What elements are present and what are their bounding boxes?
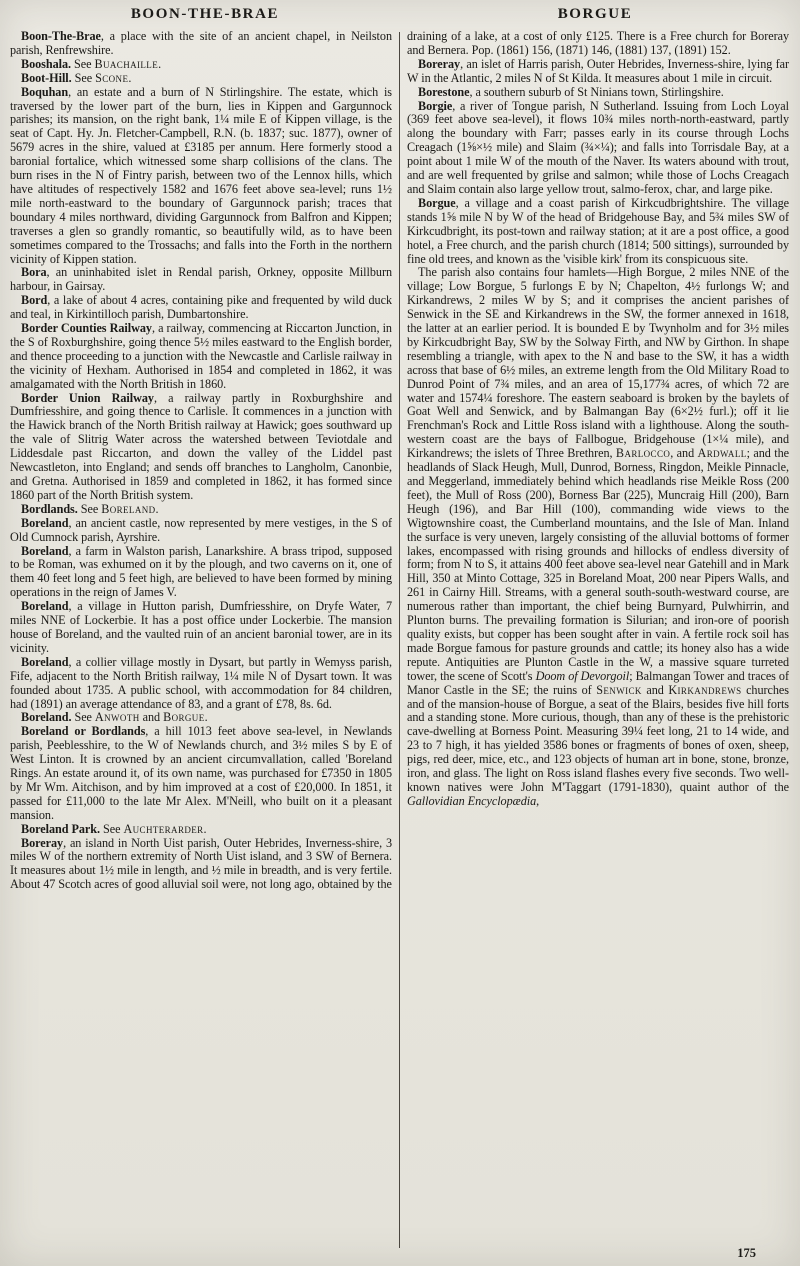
entry-paragraph: Bora, an uninhabited islet in Rendal parish, Orkney, opposite Millburn harbour, in Gairsay. [10, 265, 392, 294]
entry-paragraph: Boreray, an islet of Harris parish, Outer Hebrides, Inverness-shire, lying far W in the Atlantic, 2 miles N of St Kilda. It measures about 1 mile in circuit. [407, 56, 789, 85]
entry-paragraph: draining of a lake, at a cost of only £125. There is a Free church for Boreray and Bernera. Pop. (1861) 156, (1871) 146, (1881) 137, (1891) 152. [407, 30, 789, 57]
column-divider-rule [399, 32, 400, 1248]
entry-paragraph: The parish also contains four hamlets—High Borgue, 2 miles NNE of the village; Low Borgue, 5 furlongs E by N; Chapelton, 4½ furlongs W; and Kirkandrews, 2 miles W by S; and it comprises the ancient parishes of Senwick in the SE and Kirkandrews in the SW, the former annexed in 1618, the latter at an earlier period. It is bounded E by Twynholm and for 3½ miles by Kirkcudbright Bay, SW by the Solway Firth, and NW by Girthon. In shape resembling a triangle, with apex to the N and base to the SW, it has a width across that base of 6½ miles, an extreme length from the Old Military Road to Dunrod Point of 7¾ miles, and an area of 15,177¾ acres, of which 72 are water and 1574¼ foreshore. The eastern seaboard is broken by the baylets of Goat Well and Senwick, and by Balmangan Bay (6×2½ furl.); off it lie Frenchman's Rock and Little Ross island with a lighthouse. Along the south-western coast are the bays of Fallbogue, Bridgehouse (1×¼ mile), and Kirkandrews; the islets of Three Brethren, Barlocco, and Ardwall; and the headlands of Slack Heugh, Mull, Dunrod, Borness, Ringdon, Meikle Pinnacle, and Meggerland, immediately behind which headlands rise Meikle Ross (200 feet), the Mull of Ross (200), Borness Bar (225), Muncraig Hill (200), Barn Heugh (196), and Bar Hill (100), commanding wide views to the Wigtownshire coast, the Cumberland mountains, and the Isle of Man. Inland the surface is very uneven, largely consisting of the alluvial bottoms of former lakes, encompassed with rising grounds and hillocks of endless diversity of form; from N to S, it attains 400 feet above sea-level near Gatehill and in Mark Hill, 350 at Minto Cottage, 325 in Boreland Moat, 200 near Pipers Walls, and 261 in Cairny Hill. Streams, with a general south-south-westward course, are numerous rather than important, the chief being Burnyard, Pulwhirrin, and Plunton burns. The prevailing formation is Silurian; and iron-ore of poorish quality exists, but copper has been sought after in vain. A fertile rock soil has made Borgue famous for pasture grounds and cattle; its honey also has a wide repute. Antiquities are Plunton Castle in the W, a massive square turreted tower, the scene of Scott's Doom of Devorgoil; Balmangan Tower and traces of Manor Castle in the SE; the ruins of Senwick and Kirkandrews churches and of the mansion-house of Borgue, a seat of the Blairs, besides five hill forts and a standing stone. More curious, though, than any of these is the prehistoric cave-dwelling at Borness Point. Measuring 39¼ feet long, 21 to 14 wide, and 23 to 7 high, it has yielded 3586 bones or fragments of bones of oxen, sheep, pigs, red deer, mice, etc., and 123 objects of human art in bone, stone, bronze, iron, and glass. The light on Ross island flashes every five seconds. Two well-known natives were John M'Taggart (1791-1830), quaint author of the Gallovidian Encyclopædia, [407, 265, 789, 808]
text-columns [10, 30, 790, 1248]
page-number: 175 [737, 1246, 756, 1260]
entry-paragraph: Boreland. See Anwoth and Borgue. [21, 710, 208, 725]
entry-paragraph: Borgue, a village and a coast parish of Kirkcudbrightshire. The village stands 1⅝ mile N by W of the head of Bridgehouse Bay, and 5¾ miles SW of Kirkcudbright, its post-town and railway station; at it are a post office, a good hotel, a Free church, and the parish church (1814; 500 sittings), surrounded by fine old trees, and known as the 'visible kirk' from its conspicuous site. [407, 195, 789, 266]
entry-paragraph: Border Union Railway, a railway partly in Roxburghshire and Dumfriesshire, and going thence to Carlisle. It commences in a junction with the Hawick branch of the North British railway at Hawick; goes southward up the vale of Slitrig Water across the watershed between Teviotdale and Liddesdale past Riccarton, and down the valley of the Liddel past Newcastleton, into England; and sends off branches to Langholm, Canonbie, and Gretna. Authorised in 1859 and completed in 1862, it has formed since 1860 part of the North British system. [10, 390, 392, 502]
entry-paragraph: Boreland, a farm in Walston parish, Lanarkshire. A brass tripod, supposed to be Roman, was exhumed on it by the plough, and two caverns on it, one of them 40 feet long and 5 feet high, are believed to have been formed by mining operations in the reign of James V. [10, 543, 392, 600]
running-head-right: BORGUE [557, 6, 633, 22]
entry-paragraph: Boreray, an island in North Uist parish, Outer Hebrides, Inverness-shire, 3 miles W of the northern extremity of North Uist island, and 3 SW of Bernera. It measures about 1½ mile in length, and ½ mile in breadth, and is very fertile. About 47 Scotch acres of good alluvial soil were, not long ago, obtained by the [10, 835, 392, 892]
entry-paragraph: Borgie, a river of Tongue parish, N Sutherland. Issuing from Loch Loyal (369 feet above sea-level), it flows 10¾ miles north-north-eastward, partly along the boundary with Farr; passes early in its course through Lochs Creagach (1⅝×½ mile) and Slaim (¾×¼); and falls into Torrisdale Bay, at a point about 1 mile W of the mouth of the Naver. Its waters abound with trout, and are well frequented by grilse and salmon; while those of Lochs Creagach and Slaim contain also large yellow trout, salmo-ferox, char, and large pike. [407, 98, 789, 196]
running-head-left: BOON-THE-BRAE [130, 6, 280, 22]
entry-paragraph: Booshala. See Buachaille. [21, 56, 162, 71]
running-heads [10, 6, 790, 30]
right-column [407, 30, 789, 1248]
entry-paragraph: Bordlands. See Boreland. [21, 501, 159, 516]
entry-paragraph: Boreland, a collier village mostly in Dysart, but partly in Wemyss parish, Fife, adjacent to the North British railway, 1¼ mile N of Dysart town. It was founded about 1735. A public school, with accommodation for 84 children, had (1891) an average attendance of 83, and a grant of £78, 8s. 6d. [10, 654, 392, 711]
entry-paragraph: Boot-Hill. See Scone. [21, 70, 132, 85]
entry-paragraph: Border Counties Railway, a railway, commencing at Riccarton Junction, in the S of Roxburghshire, going thence 5½ miles eastward to the English border, and thence proceeding to a junction with the Newcastle and Carlisle railway in the vicinity of Hexham. Authorised in 1854 and completed in 1862, it was amalgamated with the North British in 1860. [10, 321, 392, 391]
entry-paragraph: Boreland or Bordlands, a hill 1013 feet above sea-level, in Newlands parish, Peeblesshire, to the W of Newlands church, and 3½ miles S by E of West Linton. It is crowned by an ancient circumvallation, called 'Boreland Rings. An estate around it, of its own name, was purchased for £7350 in 1805 by Mr Wm. Aitchison, and by him improved at a cost of £20,000. In 1851, it passed for £11,000 to the late Mr Alex. M'Neill, who built on it a pleasant mansion. [10, 724, 392, 822]
entry-paragraph: Boquhan, an estate and a burn of N Stirlingshire. The estate, which is traversed by the lower part of the burn, lies in Kippen and Gargunnock parishes; its mansion, on the right bank, 1¼ mile E of Kippen village, is the seat of Capt. Hy. Jn. Fletcher-Campbell, R.N. (b. 1837; suc. 1877), owner of 5679 acres in the shire, valued at £3185 per annum. Here formerly stood a baronial fortalice, which witnessed some sharp collisions of the clans. The burn rises in the N of Fintry parish, between two of the Lennox hills, which have altitudes of respectively 1582 and 1676 feet above sea-level; runs 1½ mile north-eastward to the boundary of Gargunnock parish; traces that boundary 4 miles northward, dividing Gargunnock from Balfron and Kippen; traverses a glen so grandly romantic, so beautifully wild, as to have been sometimes compared to the Trossachs; and falls into the Forth in the northern vicinity of Kippen station. [10, 84, 392, 266]
left-column [10, 30, 392, 1248]
entry-paragraph: Boreland, an ancient castle, now represented by mere vestiges, in the S of Old Cumnock parish, Ayrshire. [10, 515, 392, 544]
entry-paragraph: Borestone, a southern suburb of St Ninians town, Stirlingshire. [418, 84, 724, 99]
entry-paragraph: Boreland, a village in Hutton parish, Dumfriesshire, on Dryfe Water, 7 miles NNE of Lockerbie. It has a post office under Lockerbie. The mansion house of Boreland, and the vaulted ruin of an ancient baronial tower, are in its vicinity. [10, 599, 392, 655]
entry-paragraph: Bord, a lake of about 4 acres, containing pike and frequented by wild duck and teal, in Kirkintilloch parish, Dumbartonshire. [10, 293, 392, 322]
entry-paragraph: Boon-The-Brae, a place with the site of an ancient chapel, in Neilston parish, Renfrewshire. [10, 30, 392, 57]
entry-paragraph: Boreland Park. See Auchterarder. [21, 821, 207, 836]
